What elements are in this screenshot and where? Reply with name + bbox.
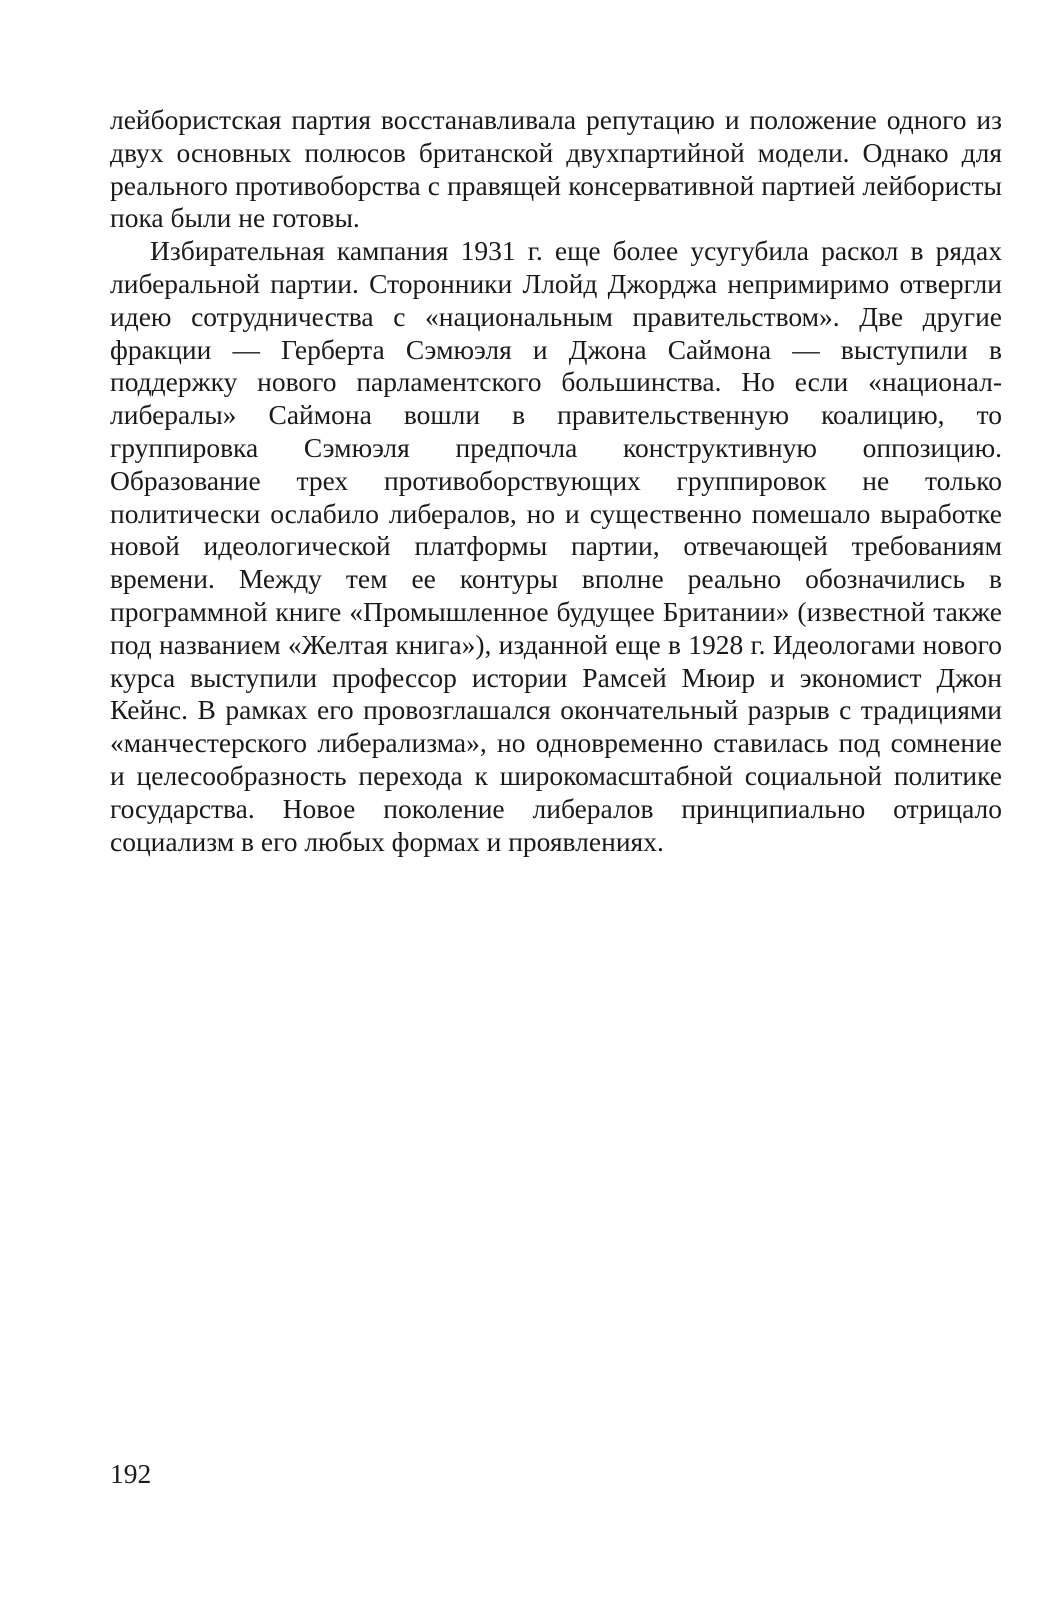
paragraph-continuation: лейбористская партия восстанавливала репутацию и положение одного из двух основных полюсов британской двухпартийной модели. Однако для реального противоборства с правящей консервативной партией лейбористы пока были не готовы. bbox=[110, 104, 1002, 234]
page-number: 192 bbox=[110, 1458, 152, 1489]
paragraph-elections-1931: Избирательная кампания 1931 г. еще более усугубила раскол в рядах либеральной партии. Сторонники Ллойд Джорджа непримиримо отвергли идею сотрудничества с «национальным правительством». Две другие фракции — Герберта Сэмюэля и Джона Саймона — выступили в поддержку нового парламентского большинства. Но если «национал-либералы» Саймона вошли в правительственную коалицию, то группировка Сэмюэля предпочла конструктивную оппозицию. Образование трех противоборствующих группировок не только политически ослабило либералов, но и существенно помешало выработке новой идеологической платформы партии, отвечающей требованиям времени. Между тем ее контуры вполне реально обозначились в программной книге «Промышленное будущее Британии» (известной также под названием «Желтая книга»), изданной еще в 1928 г. Идеологами нового курса выступили профессор истории Рамсей Мюир и экономист Джон Кейнс. В рамках его провозглашался окончательный разрыв с традициями «манчестерского либерализма», но одновременно ставилась под сомнение и целесообразность перехода к широкомасштабной социальной политике государства. Новое поколение либералов принципиально отрицало социализм в его любых формах и проявлениях. bbox=[110, 235, 1002, 857]
body-text bbox=[110, 104, 1002, 858]
